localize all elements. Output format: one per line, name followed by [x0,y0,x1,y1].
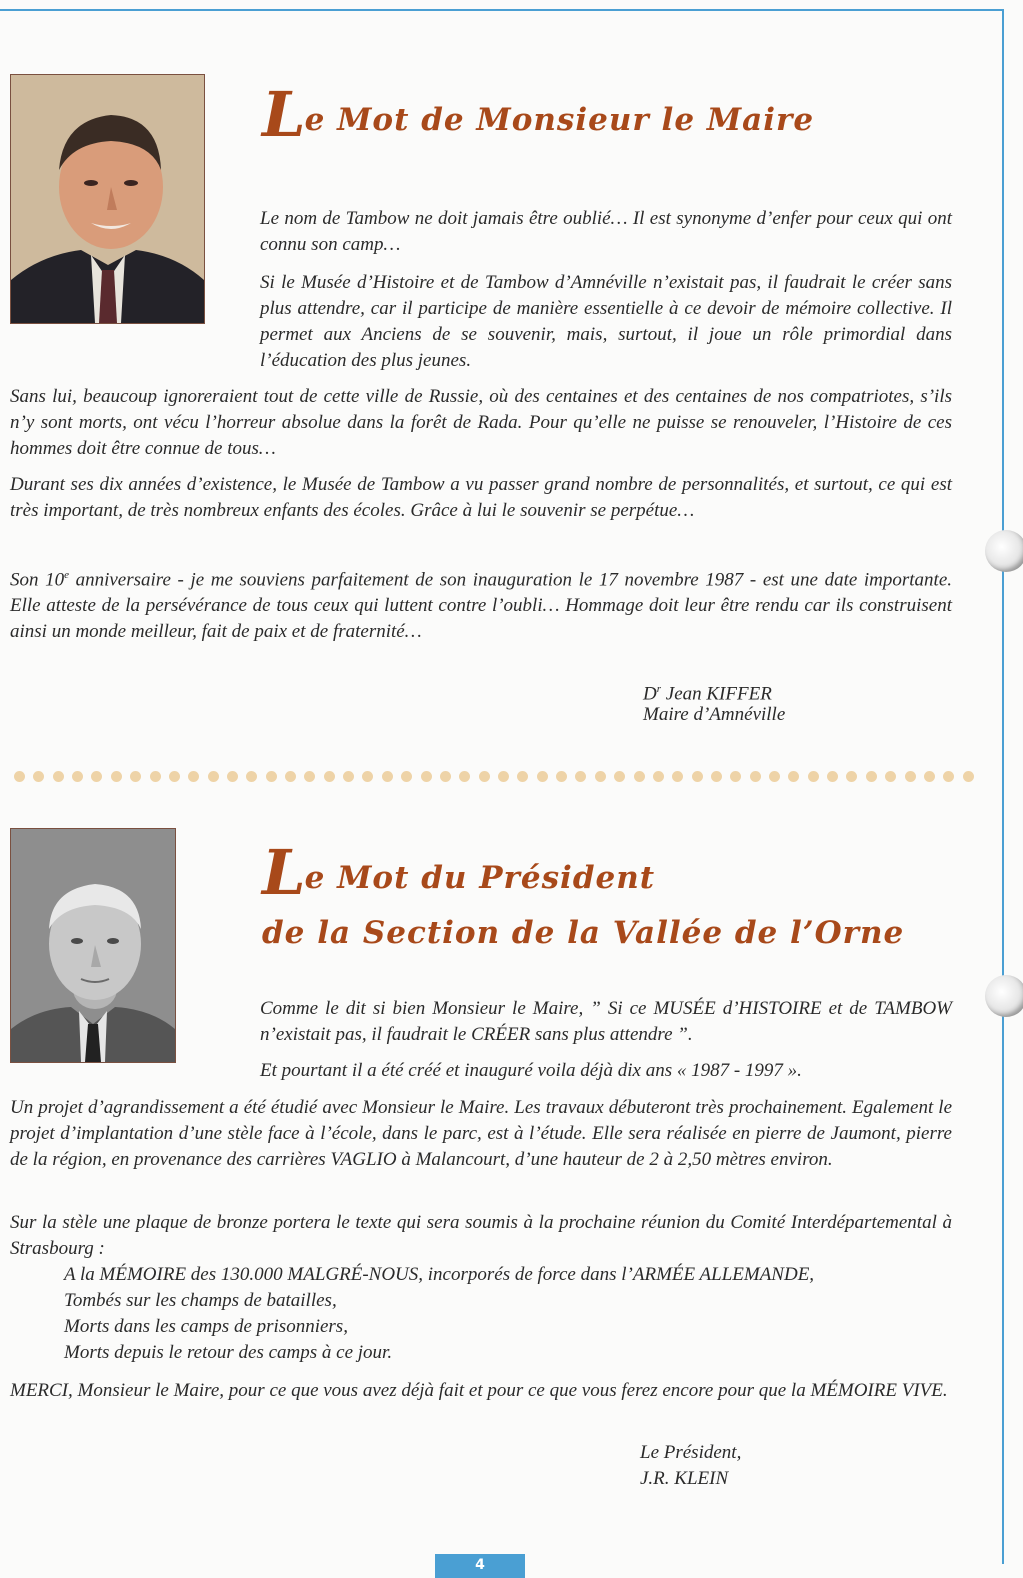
president-portrait-image [11,829,175,1062]
inscription-line-3: Morts dans les camps de prisonniers, [64,1316,348,1337]
page-frame-top [0,9,1004,11]
title-text: e Mot du Président [304,860,656,896]
section-divider [14,769,974,783]
mayor-paragraph-2: Si le Musée d’Histoire et de Tambow d’Amnéville n’existait pas, il faudrait le créer sans plus attendre, car il participe de manière essentielle à ce devoir de mémoire collective. Il permet aux Anciens de se souvenir, mais, surtout, il joue un rôle primordial dans l’éducation des plus jeunes. [260,272,952,371]
page-number: 4 [435,1554,525,1578]
mayor-paragraph-3: Sans lui, beaucoup ignoreraient tout de cette ville de Russie, où des centaines et des centaines de nos compatriotes, s’ils n’y sont morts, ont vécu l’horreur absolue dans la forêt de Rada. Pour qu’elle ne puisse se renouveler, l’Histoire de ces hommes doit être connue de tous… [10,386,952,459]
mayor-portrait-image [11,75,204,323]
president-section-title-line2: de la Section de la Vallée de l’Orne [262,915,905,951]
sig-superscript: r [656,683,662,695]
mayor-section-title [262,78,814,151]
president-paragraph-3: Un projet d’agrandissement a été étudié avec Monsieur le Maire. Les travaux débuteront très prochainement. Egalement le projet d’implantation d’une stèle face à l’école, dans le parc, est à l’étude. Elle sera réalisée en pierre de Jaumont, pierre de la région, en provenance des carrières VAGLIO à Malancourt, d’une hauteur de 2 à 2,50 mètres environ. [10,1097,952,1170]
inscription-line-1: A la MÉMOIRE des 130.000 MALGRÉ-NOUS, incorporés de force dans l’ARMÉE ALLEMANDE, [64,1264,815,1285]
mayor-portrait [10,74,205,324]
sig-name: Jean KIFFER [661,683,772,705]
president-signature-name: J.R. KLEIN [640,1468,729,1489]
president-closing: MERCI, Monsieur le Maire, pour ce que vous avez déjà fait et pour ce que vous ferez encore pour que la MÉMOIRE VIVE. [10,1380,948,1401]
title-dropcap: L [262,78,307,151]
president-section-title-line1 [262,836,655,909]
title-text: e Mot de Monsieur le Maire [304,102,815,138]
president-portrait [10,828,176,1063]
president-paragraph-4: Sur la stèle une plaque de bronze portera le texte qui sera soumis à la prochaine réunion du Comité Interdépartemental à Strasbourg : [10,1212,952,1259]
mayor-paragraph-4: Durant ses dix années d’existence, le Musée de Tambow a vu passer grand nombre de personnalités, et surtout, ce qui est très important, de très nombreux enfants des écoles. Grâce à lui le souvenir se perpétue… [10,474,952,521]
p5-text-a: Son 10 [10,569,65,591]
page-frame-right [1002,9,1004,1564]
president-signature-role: Le Président, [640,1442,742,1463]
sig-prefix: D [643,683,657,705]
president-paragraph-2: Et pourtant il a été créé et inauguré voila déjà dix ans « 1987 - 1997 ». [260,1060,802,1081]
p5-text-b: anniversaire - je me souviens parfaitement de son inauguration le 17 novembre 1987 - est une date importante. Elle atteste de la persévérance de tous ceux qui luttent contre l’oubli… Hommage doit leur être rendu car ils construisent ainsi un monde meilleur, fait de paix et de fraternité… [10,569,953,643]
binder-hole-bottom [985,975,1023,1017]
mayor-signature-role: Maire d’Amnéville [643,704,786,725]
binder-hole-top [985,530,1023,572]
mayor-paragraph-5 [10,562,952,645]
inscription-line-4: Morts depuis le retour des camps à ce jour. [64,1342,393,1363]
p5-superscript: e [64,569,69,581]
inscription-line-2: Tombés sur les champs de batailles, [64,1290,337,1311]
mayor-paragraph-1: Le nom de Tambow ne doit jamais être oublié… Il est synonyme d’enfer pour ceux qui ont connu son camp… [260,208,952,255]
president-paragraph-1: Comme le dit si bien Monsieur le Maire, ” Si ce MUSÉE d’HISTOIRE et de TAMBOW n’existait pas, il faudrait le CRÉER sans plus attendre ”. [260,998,952,1045]
title-dropcap: L [262,836,307,909]
